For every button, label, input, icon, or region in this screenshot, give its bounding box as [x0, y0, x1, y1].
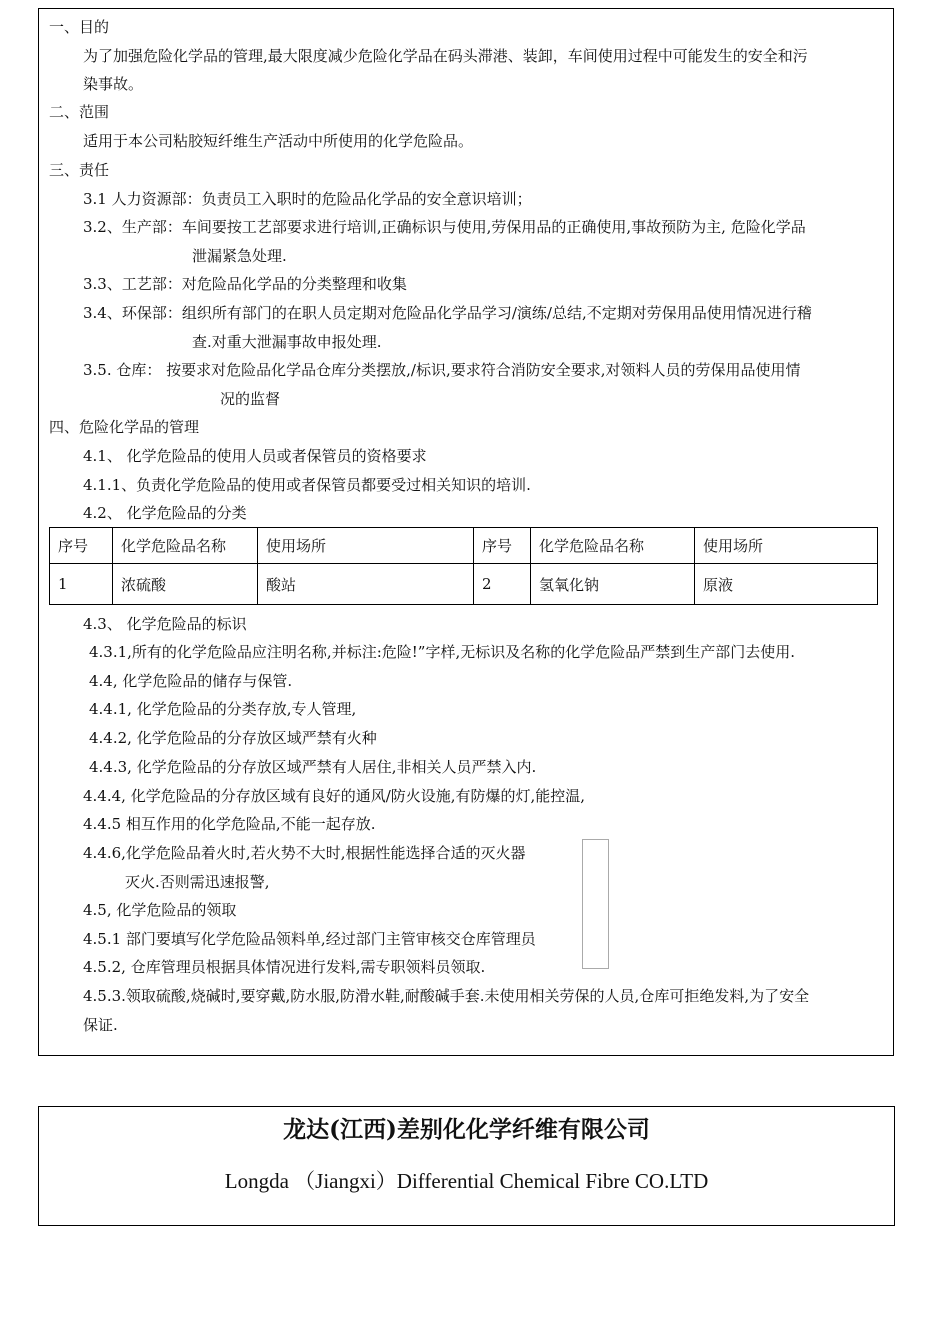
mgmt-4-4-4: 4.4.4, 化学危险品的分存放区域有良好的通风/防火设施,有防爆的灯,能控温,	[83, 787, 586, 805]
table-header-cell: 使用场所	[258, 528, 474, 564]
mgmt-4-1: 4.1、 化学危险品的使用人员或者保管员的资格要求	[83, 447, 427, 465]
purpose-text-line-1: 为了加强危险化学品的管理,最大限度减少危险化学品在码头滞港、装卸，车间使用过程中可能发生的安全和污	[83, 47, 808, 65]
table-cell: 浓硫酸	[113, 564, 258, 605]
mgmt-4-1-1: 4.1.1、负责化学危险品的使用或者保管员都要受过相关知识的培训.	[83, 476, 531, 494]
table-cell: 原液	[695, 564, 878, 605]
mgmt-4-4-5: 4.4.5 相互作用的化学危险品,不能一起存放.	[83, 815, 376, 833]
mgmt-4-4-3: 4.4.3, 化学危险品的分存放区域严禁有人居住,非相关人员严禁入内.	[89, 758, 537, 776]
mgmt-4-4-1: 4.4.1, 化学危险品的分类存放,专人管理,	[89, 700, 357, 718]
table-header-cell: 序号	[474, 528, 531, 564]
section-title-purpose: 一、目的	[49, 18, 110, 36]
mgmt-4-5-3-line-1: 4.5.3.领取硫酸,烧碱时,要穿戴,防水服,防滑水鞋,耐酸碱手套.未使用相关劳保的人员,仓库可拒绝发料,为了安全	[83, 987, 810, 1005]
mgmt-4-4: 4.4, 化学危险品的储存与保管.	[89, 672, 293, 690]
purpose-text-line-2: 染事故。	[83, 75, 144, 93]
table-cell: 2	[474, 564, 531, 605]
resp-3-2-line-2: 泄漏紧急处理.	[192, 247, 287, 265]
scope-text: 适用于本公司粘胶短纤维生产活动中所使用的化学危险品。	[83, 132, 474, 150]
resp-3-5-line-2: 况的监督	[220, 390, 281, 408]
mgmt-4-2: 4.2、 化学危险品的分类	[83, 504, 247, 522]
mgmt-4-5-1: 4.5.1 部门要填写化学危险品领料单,经过部门主管审核交仓库管理员	[83, 930, 536, 948]
section-title-scope: 二、范围	[49, 103, 110, 121]
mgmt-4-5: 4.5, 化学危险品的领取	[83, 901, 237, 919]
mgmt-4-5-2: 4.5.2, 仓库管理员根据具体情况进行发料,需专职领料员领取.	[83, 958, 486, 976]
resp-3-4-line-2: 查.对重大泄漏事故申报处理.	[192, 333, 382, 351]
mgmt-4-4-6-line-2: 灭火.否则需迅速报警,	[125, 873, 270, 891]
mgmt-4-3: 4.3、 化学危险品的标识	[83, 615, 247, 633]
company-name-english: Longda （Jiangxi）Differential Chemical Fibre CO.LTD	[224, 1169, 709, 1193]
table-cell: 酸站	[258, 564, 474, 605]
resp-3-2-line-1: 3.2、生产部：车间要按工艺部要求进行培训,正确标识与使用,劳保用品的正确使用,事故预防为主, 危险化学品	[83, 218, 806, 236]
table-header-cell: 使用场所	[695, 528, 878, 564]
section-title-management: 四、危险化学品的管理	[49, 418, 200, 436]
section-title-responsibility: 三、责任	[49, 161, 110, 179]
resp-3-4-line-1: 3.4、环保部：组织所有部门的在职人员定期对危险品化学品学习/演练/总结,不定期对劳保用品使用情况进行稽	[83, 304, 812, 322]
chemical-classification-table	[49, 527, 878, 605]
table-header-cell: 化学危险品名称	[531, 528, 695, 564]
table-row	[50, 564, 878, 605]
mgmt-4-5-3-line-2: 保证.	[83, 1016, 118, 1034]
table-header-cell: 序号	[50, 528, 113, 564]
mgmt-4-4-6-line-1: 4.4.6,化学危险品着火时,若火势不大时,根据性能选择合适的灭火器	[83, 844, 526, 862]
company-name-chinese: 龙达(江西)差别化化学纤维有限公司	[283, 1116, 650, 1143]
footer-company-box	[38, 1106, 895, 1226]
resp-3-3: 3.3、工艺部：对危险品化学品的分类整理和收集	[83, 275, 407, 293]
mgmt-4-4-2: 4.4.2, 化学危险品的分存放区域严禁有火种	[89, 729, 377, 747]
table-header-row	[50, 528, 878, 564]
table-cell: 氢氧化钠	[531, 564, 695, 605]
mgmt-4-3-1: 4.3.1,所有的化学危险品应注明名称,并标注:危险!”字样,无标识及名称的化学危险品严禁到生产部门去使用.	[89, 643, 795, 661]
empty-side-box	[582, 839, 609, 969]
table-header-cell: 化学危险品名称	[113, 528, 258, 564]
table-cell: 1	[50, 564, 113, 605]
resp-3-5-line-1: 3.5. 仓库： 按要求对危险品化学品仓库分类摆放,/标识,要求符合消防安全要求,对领料人员的劳保用品使用情	[83, 361, 801, 379]
document-frame	[38, 8, 894, 1056]
resp-3-1: 3.1 人力资源部：负责员工入职时的危险品化学品的安全意识培训；	[83, 190, 532, 208]
